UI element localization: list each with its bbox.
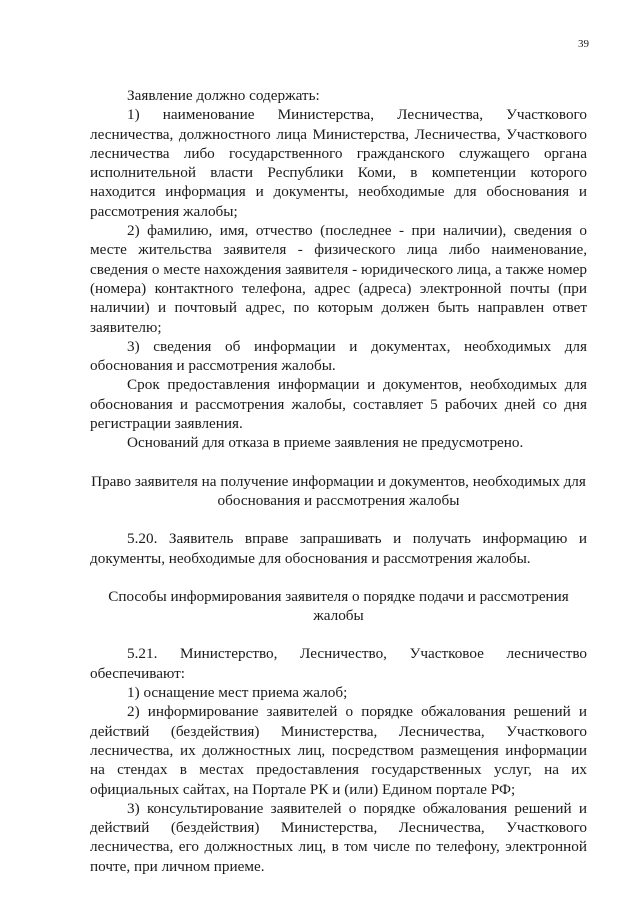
paragraph-5-20: 5.20. Заявитель вправе запрашивать и получать информацию и документы, необходимые для обоснования и рассмотрения жалобы. — [90, 530, 587, 567]
paragraph-deadline: Срок предоставления информации и документов, необходимых для обоснования и рассмотрения жалобы, составляет 5 рабочих дней со дня регистрации заявления. — [90, 376, 587, 433]
paragraph-item-2-personal-data: 2) фамилию, имя, отчество (последнее - при наличии), сведения о месте жительства заявителя - физического лица либо наименование, сведения о месте нахождения заявителя - юридического лица, а также номер (номера) контактного телефона, адрес (адреса) электронной почты (при наличии) и почтовый адрес, по которым должен быть направлен ответ заявителю; — [90, 222, 587, 336]
paragraph-5-21-item-3: 3) консультирование заявителей о порядке обжалования решений и действий (бездействия) Министерства, Лесничества, Участкового лесничества, его должностных лиц, в том числе по телефону, электронной почте, при личном приеме. — [90, 799, 587, 875]
document-body — [90, 86, 587, 876]
paragraph-5-21-item-1: 1) оснащение мест приема жалоб; — [127, 684, 348, 702]
paragraph-application-contents-intro: Заявление должно содержать: — [127, 87, 320, 104]
paragraph-item-3-information: 3) сведения об информации и документах, необходимых для обоснования и рассмотрения жалобы. — [90, 337, 587, 375]
section-heading-right-to-information: Право заявителя на получение информации и документов, необходимых для обоснования и рассмотрения жалобы — [91, 472, 586, 509]
section-heading-informing-methods: Способы информирования заявителя о порядке подачи и рассмотрения жалобы — [108, 587, 569, 625]
page-number: 39 — [578, 38, 589, 50]
paragraph-item-1-name: 1) наименование Министерства, Лесничества, Участкового лесничества, должностного лица Министерства, Лесничества, Участкового лесничества либо государственного гражданского служащего органа исполнительной власти Республики Коми, в компетенции которого находится информация и документы, необходимые для обоснования и рассмотрения жалобы; — [90, 106, 587, 220]
paragraph-5-21-item-2: 2) информирование заявителей о порядке обжалования решений и действий (бездействия) Министерства, Лесничества, Участкового лесничества, их должностных лиц, посредством размещения информации на стендах в местах предоставления государственных услуг, на их официальных сайтах, на Портале РК и (или) Едином портале РФ; — [90, 703, 587, 798]
paragraph-no-refusal: Оснований для отказа в приеме заявления не предусмотрено. — [127, 434, 524, 452]
paragraph-5-21: 5.21. Министерство, Лесничество, Участковое лесничество обеспечивают: — [90, 645, 587, 682]
